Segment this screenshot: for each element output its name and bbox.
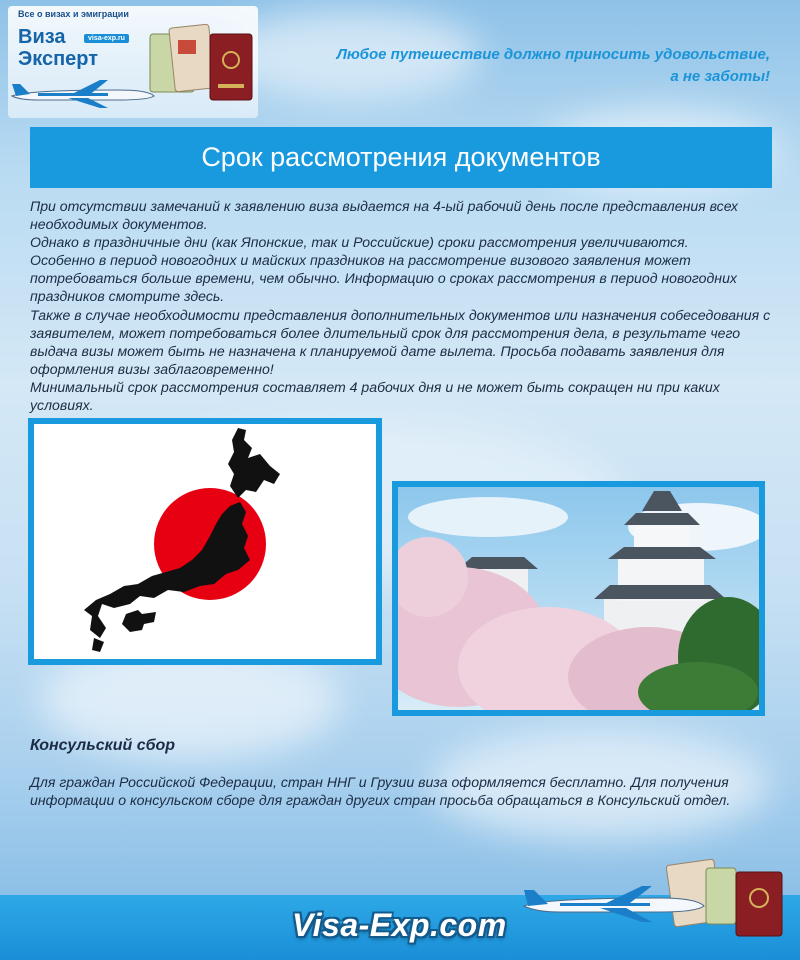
header-slogan xyxy=(337,44,770,88)
paragraph: Также в случае необходимости представления дополнительных документов или назначения собеседования с заявителем, может потребоваться более длительный срок для рассмотрения дела, в результате чего выдача визы может быть не назначена к планируемой дате вылета. Просьба подавать заявления для оформления визы заблаговременно! xyxy=(30,306,771,377)
page-title-bar xyxy=(30,127,772,188)
slogan-line-2: а не заботы! xyxy=(670,68,770,85)
footer-site-name[interactable]: Visa-Exp.com xyxy=(292,907,507,943)
airplane-icon xyxy=(8,76,158,110)
page-title: Срок рассмотрения документов xyxy=(201,142,601,172)
consular-fee-heading: Консульский сбор xyxy=(30,737,176,754)
footer-airplane-passports-icon xyxy=(520,858,790,938)
himeji-castle-sakura-image xyxy=(392,481,765,716)
paragraph: При отсутствии замечаний к заявлению виза выдается на 4-ый рабочий день после представления всех необходимых документов. xyxy=(30,198,738,233)
logo-tagline: Все о визах и эмиграции xyxy=(18,9,129,19)
processing-time-text xyxy=(30,197,775,414)
site-logo[interactable] xyxy=(8,6,258,118)
logo-word-expert: Эксперт xyxy=(18,48,99,70)
paragraph: Минимальный срок рассмотрения составляет 4 рабочих дня и не может быть сокращен ни при каких условиях. xyxy=(30,378,720,414)
slogan-line-1: Любое путешествие должно приносить удовольствие, xyxy=(336,46,770,63)
passports-icon xyxy=(148,20,256,110)
site-header xyxy=(0,0,800,122)
paragraph: Однако в праздничные дни (как Японские, так и Российские) сроки рассмотрения увеличиваются. xyxy=(30,234,689,251)
consular-fee-text: Для граждан Российской Федерации, стран ННГ и Грузии виза оформляется бесплатно. Для получения информации о консульском сборе для граждан других стран просьба обращаться в Консульский отдел. xyxy=(30,774,731,809)
logo-url-badge: visa-exp.ru xyxy=(84,34,129,43)
paragraph: Особенно в период новогодних и майских праздников на рассмотрение визового заявления может потребоваться больше времени, чем обычно. Информацию о сроках рассмотрения в период новогодних праздников смотрите здесь. xyxy=(30,252,737,305)
logo-word-visa: Виза xyxy=(18,26,66,48)
japan-flag-map-image xyxy=(28,418,382,665)
